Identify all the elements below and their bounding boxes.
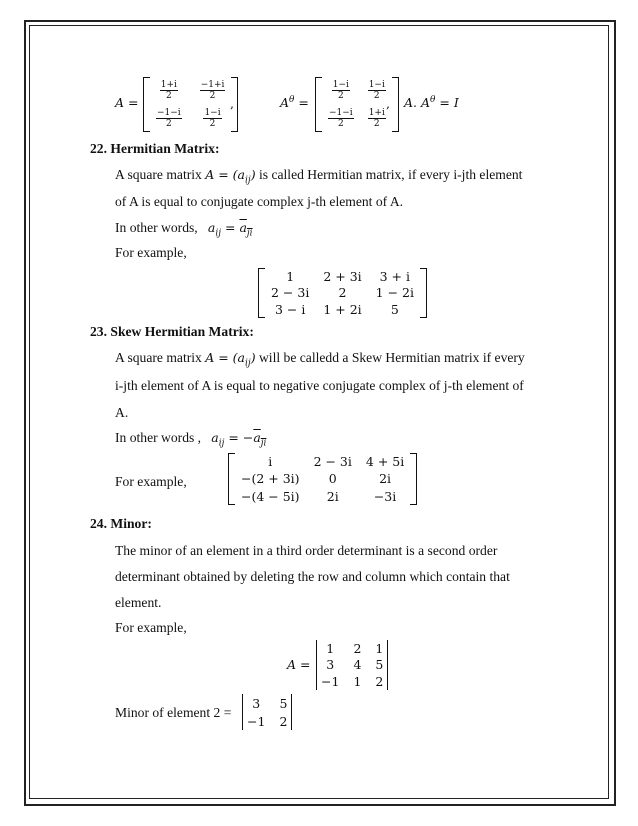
determinant-cell: 1: [375, 640, 384, 656]
matrix-cell: 2 + 3i: [323, 268, 362, 284]
section-22-line3: In other words, $a_{ij} = a_{ji}$: [115, 220, 253, 239]
matrix-atheta-label: $A^\theta$ =: [280, 95, 309, 111]
matrix-cell: 1 − 2i: [375, 285, 414, 301]
section-22-heading: 22. Hermitian Matrix:: [90, 141, 220, 156]
matrix-cell: 2: [338, 285, 347, 301]
section-23-line3: A.: [115, 405, 129, 420]
section-23-heading: 23. Skew Hermitian Matrix:: [90, 324, 254, 339]
matrix-cell: −(4 − 5i): [241, 488, 300, 504]
determinant-a: [316, 640, 388, 690]
matrix-atheta-cell: $\frac{-1-i}{2}$: [329, 107, 353, 129]
determinant-label: A =: [287, 657, 311, 672]
identity-equation: A. $A^\theta = I$: [404, 95, 459, 111]
section-22-line2: of A is equal to conjugate complex j-th element of A.: [115, 194, 404, 209]
inline-math: $A = (a_{ij})$: [205, 350, 256, 369]
inline-math: $a_{ij} = a_{ji}$: [207, 220, 253, 239]
minor-determinant: [242, 694, 292, 730]
section-24-line3: element.: [115, 595, 162, 610]
determinant-cell: 5: [279, 695, 288, 711]
matrix-cell: i: [268, 454, 273, 470]
determinant-cell: 2: [375, 674, 384, 690]
determinant-cell: 4: [353, 657, 362, 673]
matrix-atheta-cell: $\frac{1+i}{2}$: [368, 107, 385, 129]
section-24-line4: For example,: [115, 620, 187, 635]
minor-label: Minor of element 2 =: [115, 705, 232, 720]
determinant-cell: −1: [321, 674, 340, 690]
matrix-a-label: A =: [115, 95, 139, 110]
matrix-cell: 1 + 2i: [323, 302, 362, 318]
matrix-a: [143, 77, 238, 132]
matrix-cell: −3i: [373, 488, 397, 504]
matrix-cell: 2i: [326, 488, 339, 504]
section-24-line1: The minor of an element in a third order determinant is a second order: [115, 543, 498, 558]
section-24-heading: 24. Minor:: [90, 516, 152, 531]
matrix-a-cell: $\frac{-1+i}{2}$: [200, 80, 225, 102]
matrix-a-cell: $\frac{-1-i}{2}$: [157, 107, 181, 129]
determinant-cell: 2: [353, 640, 362, 656]
section-23-line4: In other words , $a_{ij} = -a_{ji}$: [115, 430, 267, 449]
matrix-atheta-cell: $\frac{1-i}{2}$: [368, 80, 385, 102]
inline-math: $A = (a_{ij})$: [205, 167, 256, 186]
comma: ,: [230, 96, 234, 111]
section-23-line2: i-jth element of A is equal to negative conjugate complex of j-th element of: [115, 378, 524, 393]
matrix-cell: 4 + 5i: [365, 454, 405, 470]
matrix-cell: 3 − i: [274, 302, 306, 318]
matrix-cell: −(2 + 3i): [241, 471, 300, 487]
section-24-line2: determinant obtained by deleting the row and column which contain that: [115, 569, 510, 584]
comma: ,: [386, 96, 390, 111]
determinant-cell: 2: [279, 713, 288, 729]
matrix-cell: 2 − 3i: [271, 285, 310, 301]
matrix-cell: 5: [390, 302, 399, 318]
determinant-cell: 3: [252, 695, 261, 711]
determinant-cell: 1: [353, 674, 362, 690]
matrix-atheta-cell: $\frac{1-i}{2}$: [332, 80, 349, 102]
determinant-cell: 3: [326, 657, 335, 673]
inline-math: $a_{ij} = -a_{ji}$: [211, 430, 267, 449]
determinant-cell: 1: [326, 640, 335, 656]
matrix-cell: 1: [286, 268, 295, 284]
section-22-line1: A square matrix $A = (a_{ij})$ is called Hermitian matrix, if every i-jth element: [115, 167, 523, 186]
matrix-cell: 2 − 3i: [313, 454, 352, 470]
matrix-cell: 2i: [379, 471, 392, 487]
skew-hermitian-example-matrix: [228, 453, 417, 505]
matrix-a-cell: $\frac{1+i}{2}$: [160, 80, 177, 102]
determinant-cell: 5: [375, 657, 384, 673]
determinant-cell: −1: [247, 713, 266, 729]
section-23-line5: For example,: [115, 474, 187, 489]
matrix-a-cell: $\frac{1-i}{2}$: [204, 107, 221, 129]
matrix-cell: 3 + i: [379, 268, 410, 284]
matrix-cell: 0: [328, 471, 337, 487]
section-23-line1: A square matrix $A = (a_{ij})$ will be calledd a Skew Hermitian matrix if every: [115, 350, 525, 369]
section-22-line4: For example,: [115, 245, 187, 260]
hermitian-example-matrix: [258, 268, 427, 318]
